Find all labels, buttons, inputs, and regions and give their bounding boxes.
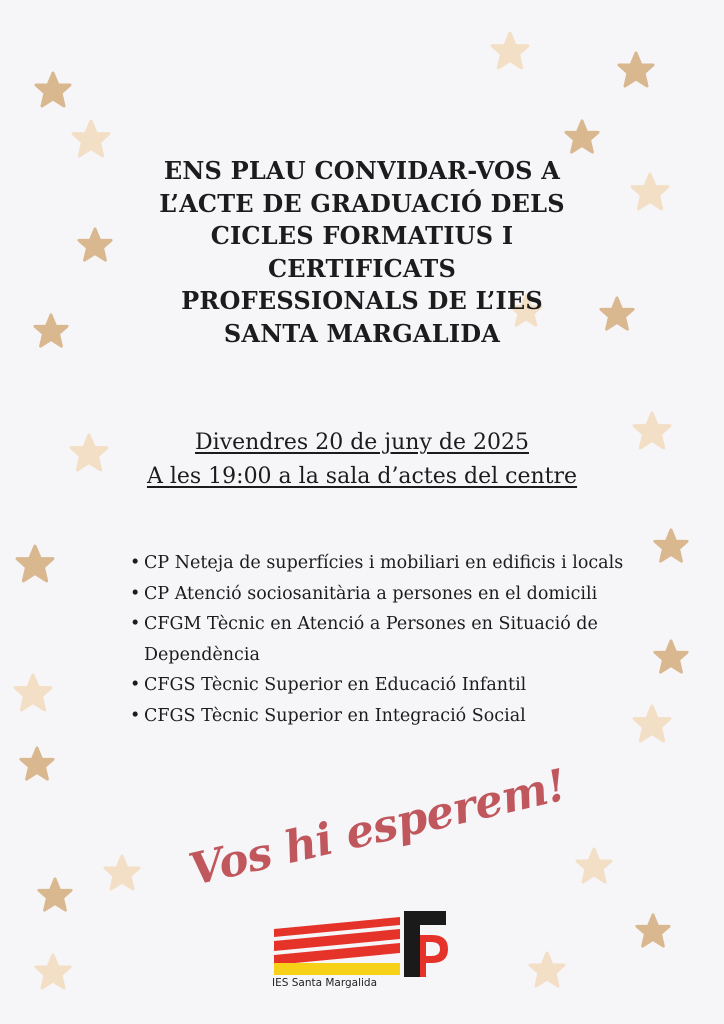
closing-message: Vos hi esperem! (184, 759, 571, 896)
heading-line: SANTA MARGALIDA (223, 318, 501, 348)
star-icon (629, 171, 671, 213)
star-icon (527, 950, 567, 990)
school-logo (272, 907, 450, 993)
heading-line: CERTIFICATS (267, 253, 457, 283)
list-item: • CFGM Tècnic en Atenció a Persones en Situació de Dependència (130, 609, 630, 670)
star-icon (652, 638, 690, 676)
heading-line: L’ACTE DE GRADUACIÓ DELS (159, 188, 565, 218)
heading-line: ENS PLAU CONVIDAR-VOS A (163, 156, 561, 185)
star-icon (102, 853, 142, 893)
list-item: • CP Atenció sociosanitària a persones en el domicili (130, 579, 630, 610)
star-icon (616, 50, 656, 90)
star-icon (36, 876, 74, 914)
event-date: Divendres 20 de juny de 2025 (195, 430, 529, 455)
course-list (130, 548, 630, 731)
star-icon (12, 672, 54, 714)
star-icon (33, 70, 73, 110)
star-icon (70, 118, 112, 160)
heading-line: PROFESSIONALS DE L’IES (181, 286, 543, 315)
star-icon (652, 527, 690, 565)
logo-caption: IES Santa Margalida (272, 977, 378, 989)
heading-line: CICLES FORMATIUS I (210, 221, 514, 250)
fp-logo-icon (272, 907, 450, 977)
star-icon (563, 118, 601, 156)
star-icon (489, 30, 531, 72)
star-icon (18, 745, 56, 783)
star-icon (76, 226, 114, 264)
star-icon (14, 543, 56, 585)
event-place: A les 19:00 a la sala d’actes del centre (146, 464, 578, 489)
invitation-heading (112, 155, 612, 350)
list-item: • CFGS Tècnic Superior en Integració Social (130, 701, 630, 732)
star-icon (631, 703, 673, 745)
star-icon (32, 312, 70, 350)
list-item: • CFGS Tècnic Superior en Educació Infantil (130, 670, 630, 701)
star-icon (33, 952, 73, 992)
event-details (62, 426, 662, 494)
star-icon (574, 846, 614, 886)
star-icon (634, 912, 672, 950)
list-item: • CP Neteja de superfícies i mobiliari en edificis i locals (130, 548, 630, 579)
